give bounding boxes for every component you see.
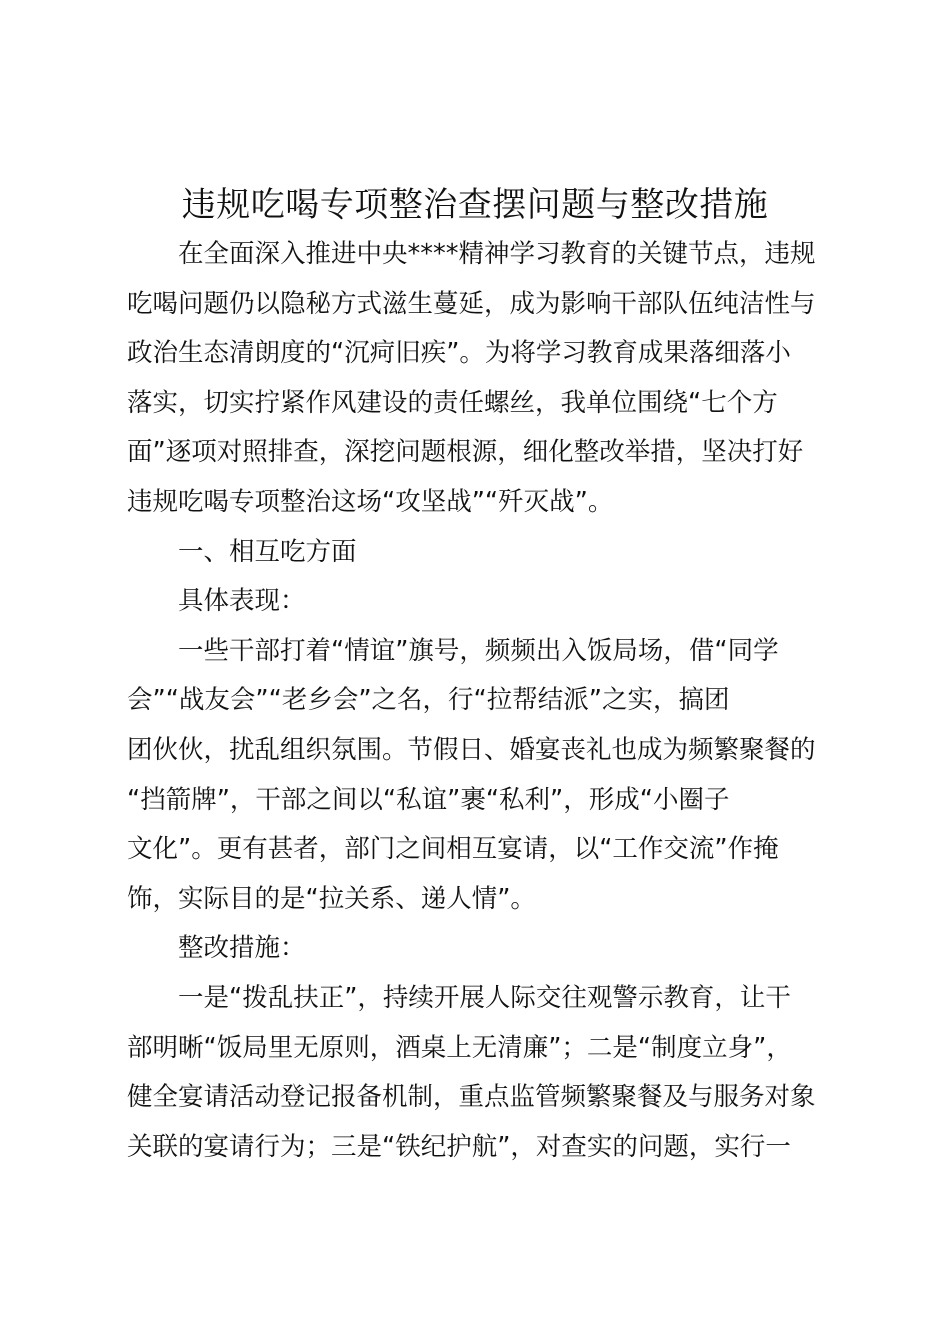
subheading-manifestations (127, 577, 832, 627)
text-line: “挡箭牌”，干部之间以“私谊”裹“私利”，形成“小圈子 (127, 784, 730, 815)
text-line: 健全宴请活动登记报备机制，重点监管频繁聚餐及与服务对象 (127, 1082, 816, 1113)
text-line: 团伙伙，扰乱组织氛围。节假日、婚宴丧礼也成为频繁聚餐的 (127, 734, 816, 765)
text-line: 落实，切实拧紧作风建设的责任螺丝，我单位围绕“七个方 (127, 387, 778, 418)
text-line: 一是“拨乱扶正”，持续开展人际交往观警示教育，让干 (178, 982, 791, 1013)
paragraph-manifestations (127, 627, 832, 925)
section-heading (127, 528, 832, 578)
text-line: 吃喝问题仍以隐秘方式滋生蔓延，成为影响干部队伍纯洁性与 (127, 288, 816, 319)
text-line: 饰，实际目的是“拉关系、递人情”。 (127, 883, 536, 914)
text-line: 面”逐项对照排查，深挖问题根源，细化整改举措，坚决打好 (127, 437, 804, 468)
document-title: 违规吃喝专项整治查摆问题与整改措施 (181, 185, 769, 225)
subheading-measures (127, 924, 832, 974)
text-line: 在全面深入推进中央****精神学习教育的关键节点，违规 (178, 239, 816, 269)
text-line: 关联的宴请行为；三是“铁纪护航”，对查实的问题，实行一 (127, 1131, 791, 1162)
text-line: 具体表现： (178, 586, 306, 617)
text-line: 文化”。更有甚者，部门之间相互宴请，以“工作交流”作掩 (127, 834, 779, 865)
text-line: 一、相互吃方面 (178, 536, 357, 567)
paragraph-intro (127, 230, 832, 528)
text-line: 会”“战友会”“老乡会”之名，行“拉帮结派”之实，搞团 (127, 685, 730, 716)
text-line: 违规吃喝专项整治这场“攻坚战”“歼灭战”。 (127, 486, 614, 517)
paragraph-measures (127, 974, 832, 1172)
text-line: 整改措施： (178, 933, 306, 964)
text-line: 一些干部打着“情谊”旗号，频频出入饭局场，借“同学 (178, 635, 779, 666)
text-line: 部明晰“饭局里无原则，酒桌上无清廉”；二是“制度立身”， (127, 1032, 792, 1063)
document-body (127, 230, 832, 1172)
text-line: 政治生态清朗度的“沉疴旧疾”。为将学习教育成果落细落小 (127, 338, 791, 369)
